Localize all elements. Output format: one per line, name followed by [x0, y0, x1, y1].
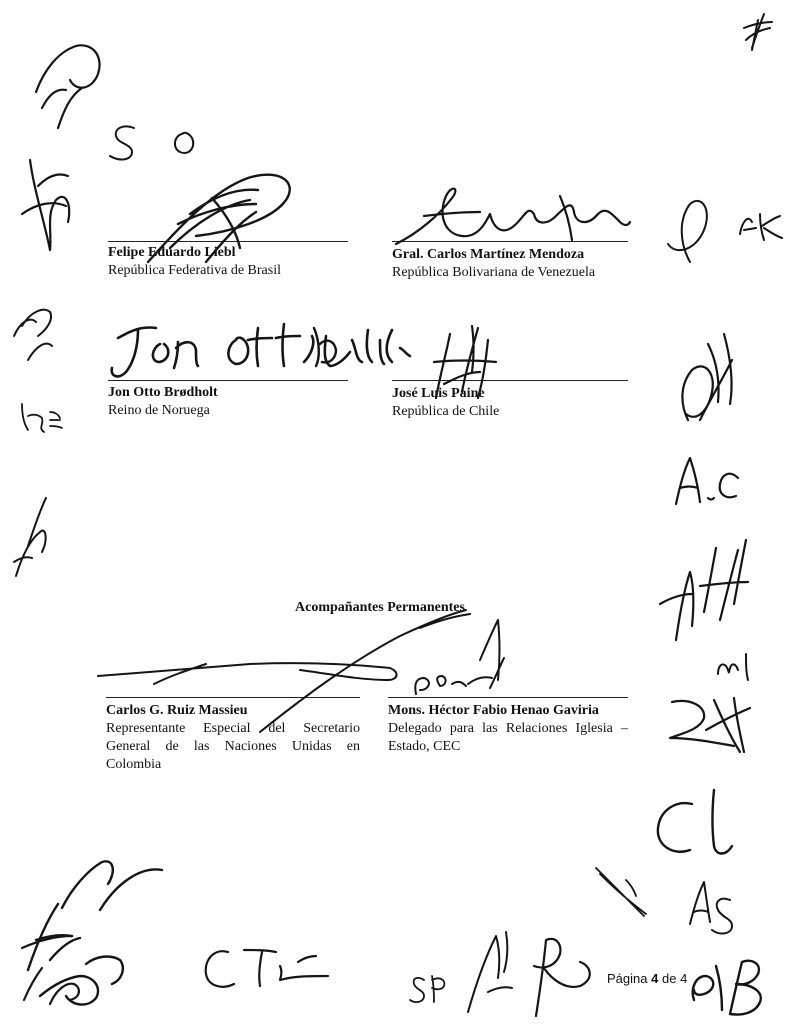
companion-role: Delegado para las Relaciones Iglesia – Estado, CEC: [388, 721, 628, 754]
initials-ac: [676, 458, 738, 504]
initials-s: [110, 126, 134, 159]
section-heading: Acompañantes Permanentes: [295, 600, 465, 615]
companion-naciones-unidas: [106, 702, 360, 774]
initials-o: [175, 133, 193, 153]
signature-line-chile: [392, 380, 628, 381]
page-label: Página: [607, 971, 648, 986]
signature-venezuela: [396, 189, 630, 244]
companion-name: Carlos G. Ruiz Massieu: [106, 703, 248, 718]
page-of: de: [661, 971, 677, 986]
signatory-noruega: [108, 384, 348, 420]
signature-cec: [415, 620, 504, 694]
initials-bottom-right-stroke: [596, 868, 646, 916]
initials-top-left-1: [36, 45, 100, 128]
initials-cj: [658, 790, 732, 854]
initials-m: [718, 654, 748, 680]
initials-left-2: [14, 310, 52, 360]
signature-line-cec: [388, 697, 628, 698]
initials-bottom-left-2: [22, 936, 79, 1004]
initials-top-right: [744, 14, 772, 50]
signature-line-venezuela: [392, 241, 628, 242]
initials-ak: [668, 201, 782, 262]
initials-right-3: [670, 698, 750, 752]
initials-right-2: [660, 540, 748, 640]
companion-cec: [388, 702, 628, 756]
initials-bottom-left: [28, 861, 162, 1004]
signatory-chile: [392, 385, 632, 421]
signatory-country: República de Chile: [392, 404, 500, 419]
signatory-country: República Federativa de Brasil: [108, 263, 281, 278]
page-total: 4: [680, 971, 688, 986]
initials-pb: [693, 961, 761, 1015]
initials-right-1: [682, 334, 732, 420]
signatory-name: Felipe Eduardo Liebl: [108, 245, 236, 260]
initials-left-3: [22, 404, 62, 432]
signatory-venezuela: [392, 246, 632, 282]
page-number: [607, 971, 687, 986]
signatory-name: Jon Otto Brødholt: [108, 385, 218, 400]
signature-line-naciones-unidas: [106, 697, 360, 698]
companion-role: Representante Especial del Secretario General de las Naciones Unidas en Colombia: [106, 721, 360, 772]
initials-top-left-2: [22, 160, 69, 250]
initials-bottom-mid-2: [534, 939, 590, 1016]
signature-line-noruega: [108, 380, 348, 381]
signatory-name: José Luis Paine: [392, 386, 485, 401]
signature-noruega-extra: [314, 328, 336, 366]
signatory-brasil: [108, 244, 348, 280]
initials-left-4: [14, 498, 46, 576]
initials-sp: [410, 976, 444, 1002]
signatory-name: Gral. Carlos Martínez Mendoza: [392, 247, 585, 262]
signature-line-brasil: [108, 241, 348, 242]
page-current: 4: [651, 971, 659, 986]
initials-bottom-mid: [468, 932, 512, 1012]
signatory-country: República Bolivariana de Venezuela: [392, 265, 596, 280]
companion-name: Mons. Héctor Fabio Henao Gaviria: [388, 703, 599, 718]
signature-noruega: [112, 324, 410, 376]
initials-as: [690, 882, 732, 933]
initials-ctz: [206, 950, 328, 987]
signatory-country: Reino de Noruega: [108, 403, 210, 418]
